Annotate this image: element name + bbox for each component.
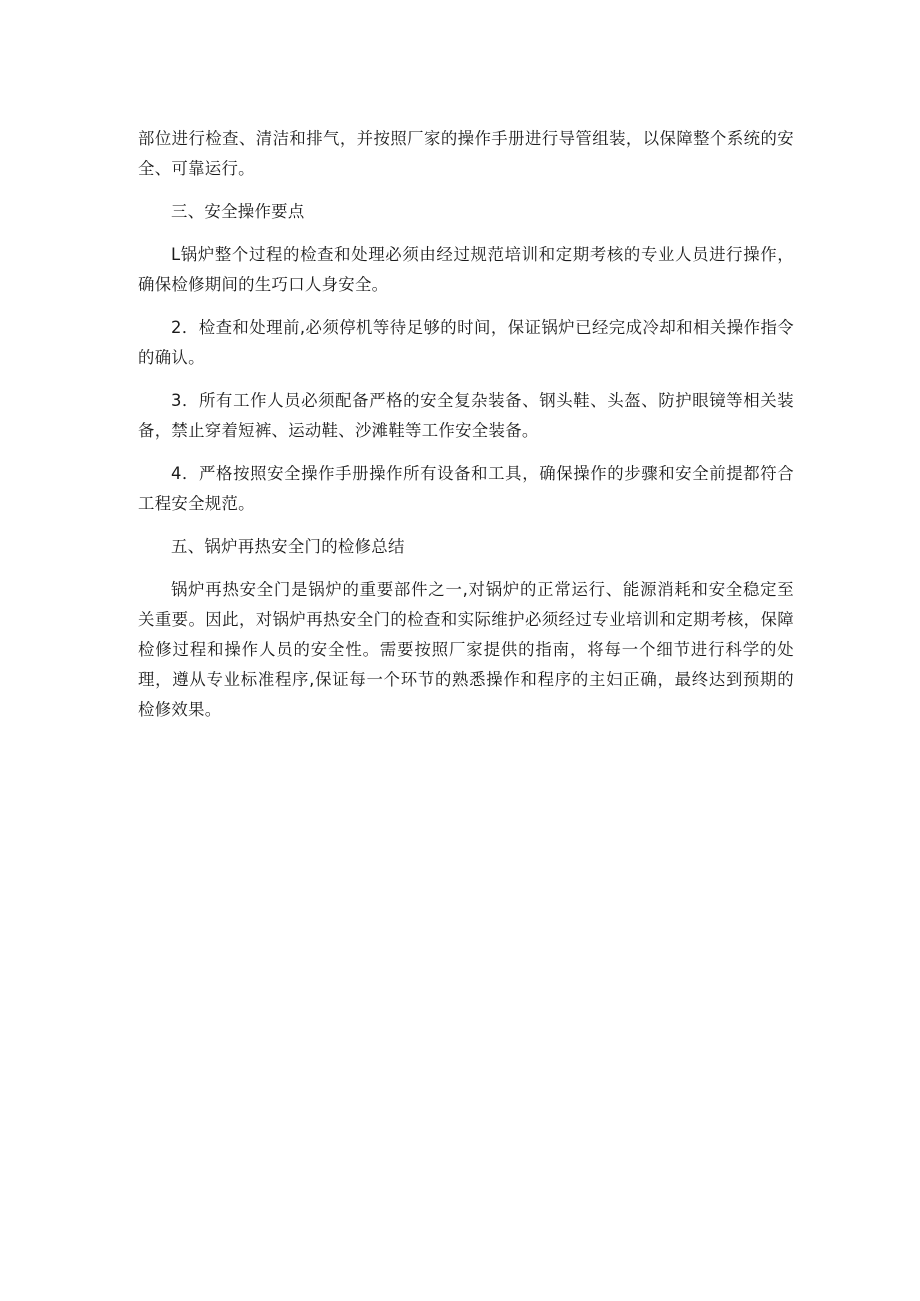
paragraph-summary: 锅炉再热安全门是锅炉的重要部件之一,对锅炉的正常运行、能源消耗和安全稳定至关重要。因此，对锅炉再热安全门的检查和实际维护必须经过专业培训和定期考核，保障检修过程和操作人员的安全性。需要按照厂家提供的指南，将每一个细节进行科学的处理，遵从专业标准程序,保证每一个环节的熟悉操作和程序的主妇正确，最终达到预期的检修效果。 <box>138 580 794 719</box>
document-body <box>138 124 794 725</box>
paragraph-item-4: 4．严格按照安全操作手册操作所有设备和工具，确保操作的步骤和安全前提都符合工程安全规范。 <box>138 464 794 513</box>
section-heading-summary: 五、锅炉再热安全门的检修总结 <box>171 537 405 556</box>
paragraph-item-1: L锅炉整个过程的检查和处理必须由经过规范培训和定期考核的专业人员进行操作，确保检修期间的生巧口人身安全。 <box>138 245 794 294</box>
paragraph-item-2: 2．检查和处理前,必须停机等待足够的时间，保证锅炉已经完成冷却和相关操作指令的确认。 <box>138 318 794 367</box>
paragraph-item-3: 3．所有工作人员必须配备严格的安全复杂装备、钢头鞋、头盔、防护眼镜等相关装备，禁止穿着短裤、运动鞋、沙滩鞋等工作安全装备。 <box>138 391 794 440</box>
section-heading-safety-points: 三、安全操作要点 <box>171 202 305 221</box>
paragraph-continuation: 部位进行检查、清洁和排气，并按照厂家的操作手册进行导管组装，以保障整个系统的安全、可靠运行。 <box>138 129 794 178</box>
